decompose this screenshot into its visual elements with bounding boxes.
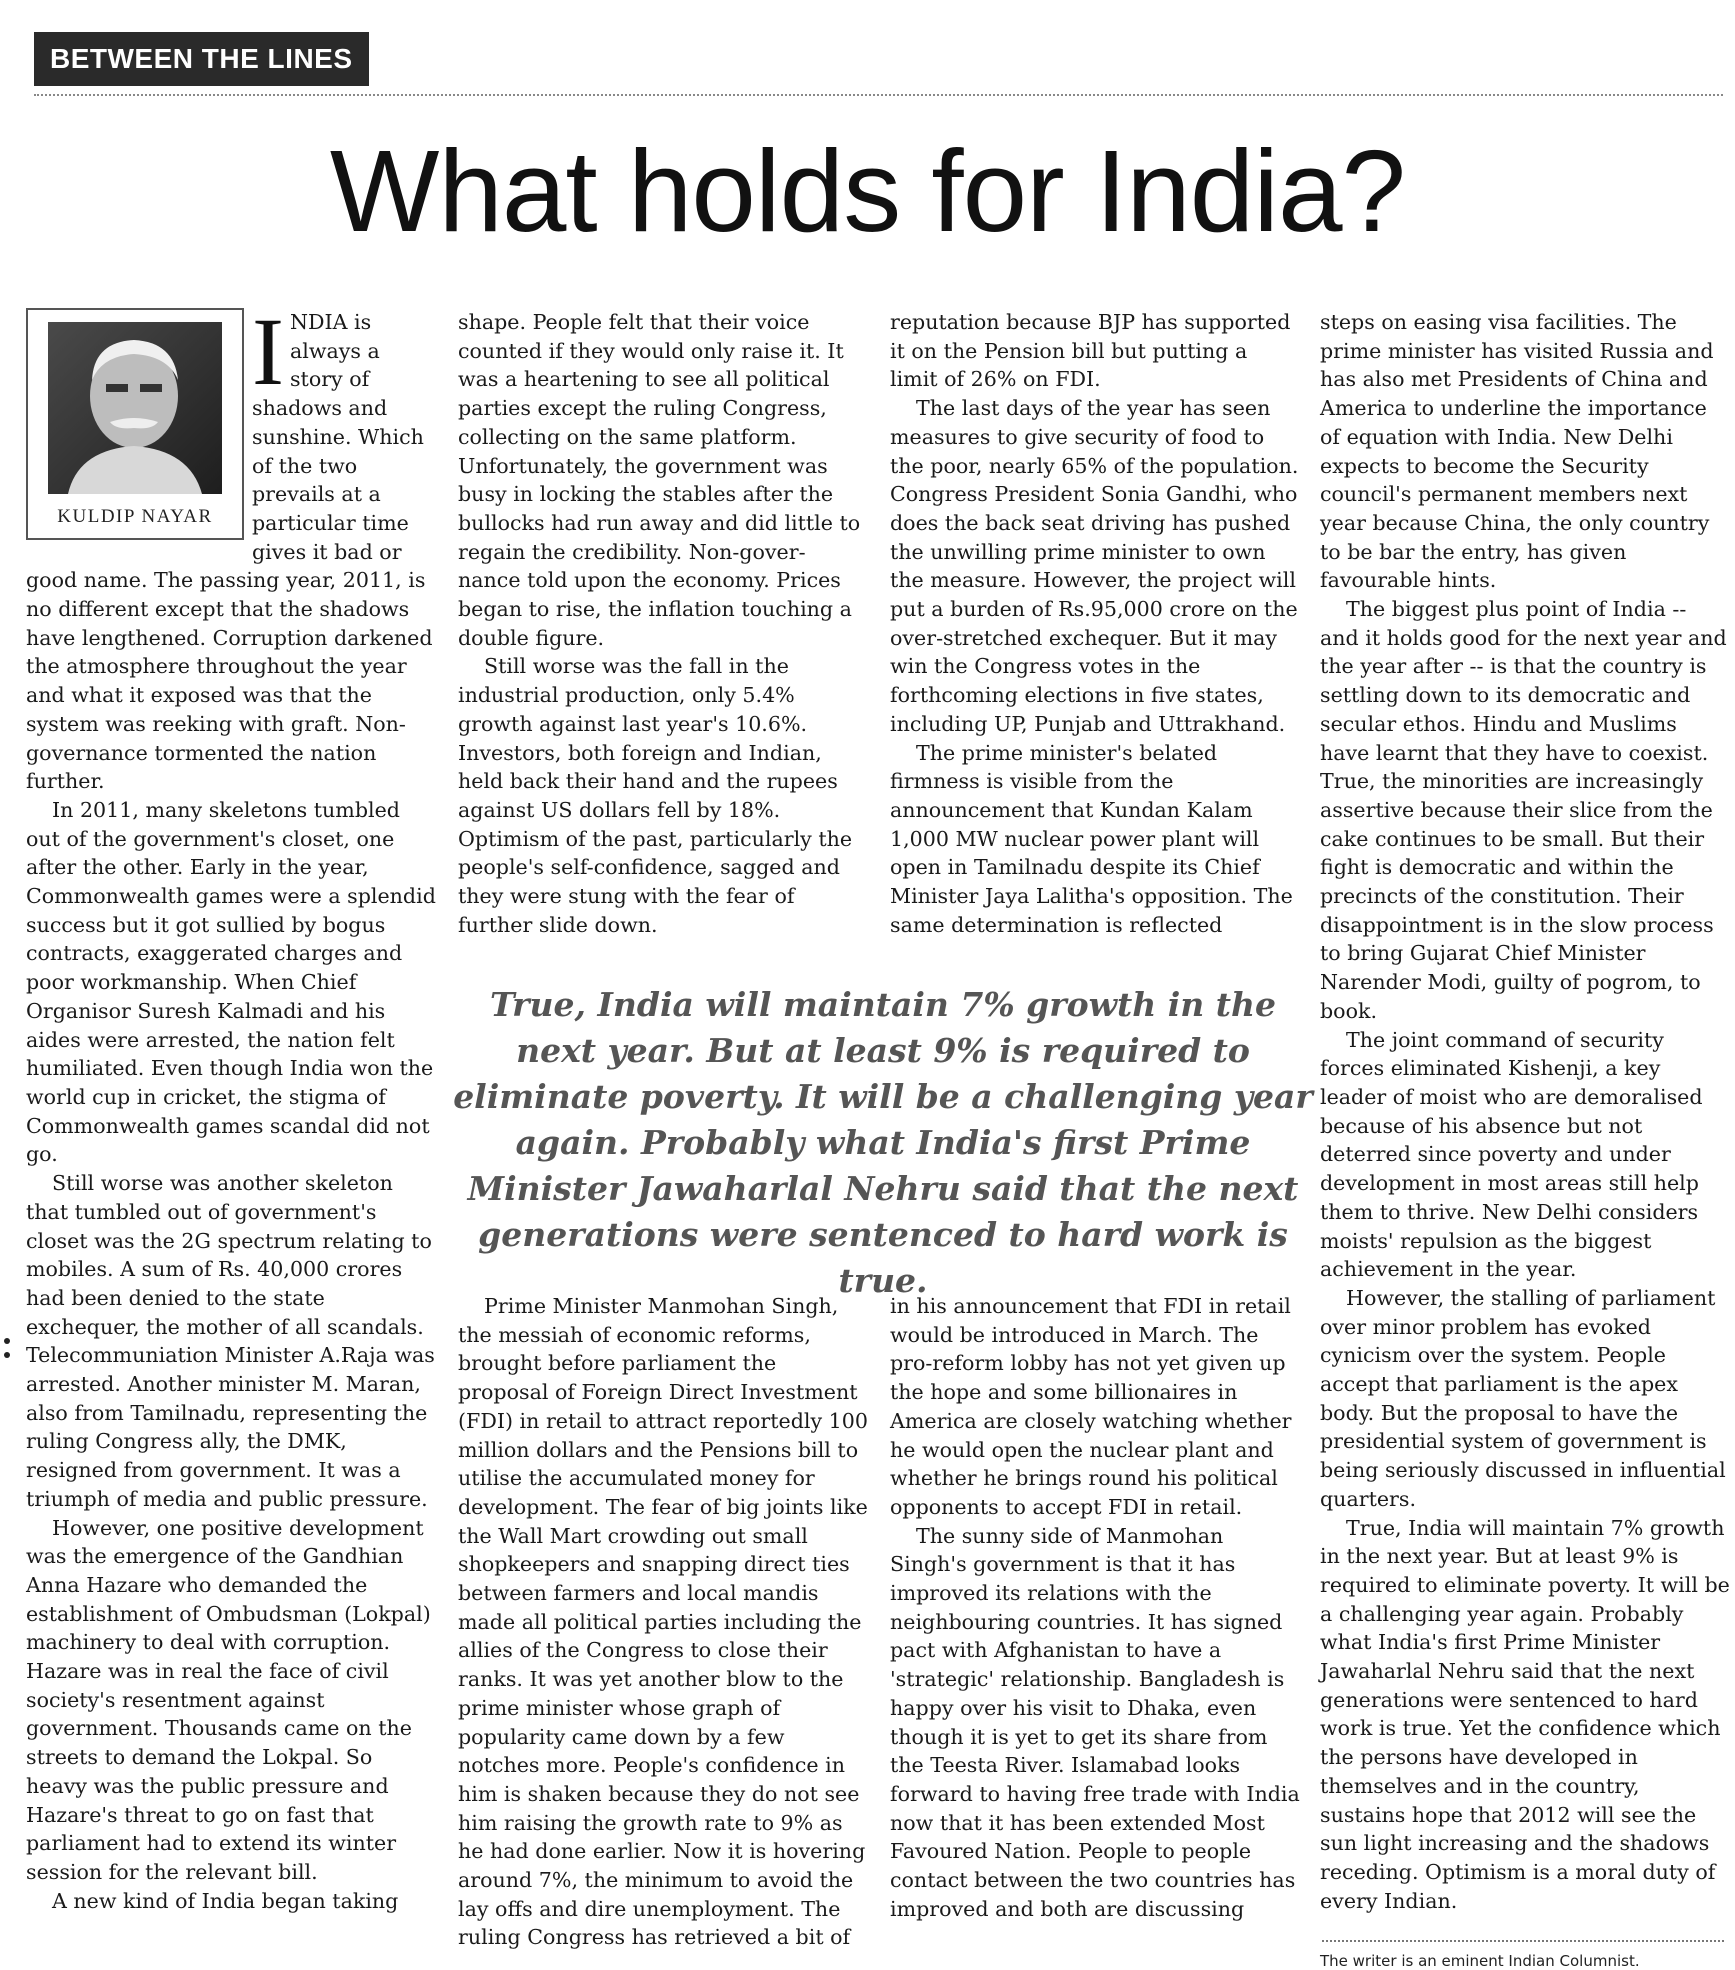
margin-dot xyxy=(4,1352,10,1358)
drop-cap: I xyxy=(252,298,284,405)
article-column-4 xyxy=(1320,308,1730,1915)
paragraph: The prime minister's belated firmness is visible from the announcement that Kundan Kalam 1,000 MW nuclear power plant will open in Tamilnadu despite its Chief Minister Jaya Lalitha's opposition. The same determination is reflected xyxy=(890,740,1293,937)
paragraph: The biggest plus point of India -- and it holds good for the next year and the year after -- is that the country is settling down to its democratic and secular ethos. Hindu and Muslims have learnt that they have to coexist. True, the minorities are increasingly assertive because their slice from the cake continues to be small. But their fight is democratic and within the precincts of the constitution. Their disappointment is in the slow process to bring Gujarat Chief Minister Narender Modi, guilty of pogrom, to book. xyxy=(1320,597,1727,1023)
paragraph: The joint command of security forces eliminated Kishenji, a key leader of moist who are demoralised because of his absence but not deterred since poverty and under development in most areas still help them to thrive. New Delhi considers moists' repulsion as the biggest achievement in the year. xyxy=(1320,1027,1703,1282)
header-rule xyxy=(34,94,1723,96)
paragraph: True, India will maintain 7% growth in the next year. But at least 9% is required to eliminate poverty. It will be a challenging year again. Probably what India's first Prime Minister Jawaharlal Nehru said that the next generations were sentenced to hard work is true. Yet the confidence which the persons have developed in themselves and in the country, sustains hope that 2012 will see the sun light increasing and the shadows receding. Optimism is a moral duty of every Indian. xyxy=(1320,1515,1730,1913)
author-footnote: The writer is an eminent Indian Columnist. xyxy=(1320,1952,1640,1970)
pull-quote: True, India will maintain 7% growth in the next year. But at least 9% is required to eliminate poverty. It will be a challenging year again. Probably what India's first Prime Minister Jawaharlal Nehru said that the next generations were sentenced to hard work is true. xyxy=(453,985,1313,1300)
headline: What holds for India? xyxy=(329,126,1406,256)
paragraph: However, one positive development was the emergence of the Gandhian Anna Hazare who demanded the establishment of Ombudsman (Lokpal) machinery to deal with corruption. Hazare was in real the face of civil society's resentment against government. Thousands came on the streets to demand the Lokpal. So heavy was the public pressure and Hazare's threat to go on fast that parliament had to extend its winter session for the relevant bill. xyxy=(26,1515,431,1884)
author-byline: KULDIP NAYAR xyxy=(57,506,213,528)
article-column-3-bottom xyxy=(890,1292,1300,1923)
paragraph: Prime Minister Manmohan Singh, the messiah of economic reforms, brought before parliament the proposal of Foreign Direct Investment (FDI) in retail to attract reportedly 100 million dollars and the Pensions bill to utilise the accumulated money for development. The fear of big joints like the Wall Mart crowding out small shopkeepers and snapping direct ties between farmers and local mandis made all political parties including the allies of the Congress to close their ranks. It was yet another blow to the prime minister whose graph of popularity came down by a few notches more. People's confidence in him is shaken because they do not see him raising the growth rate to 9% as he had done earlier. Now it is hovering around 7%, the minimum to avoid the lay offs and dire unemployment. The ruling Congress has retrieved a bit of xyxy=(458,1294,868,1950)
paragraph: A new kind of India began taking xyxy=(52,1888,399,1913)
author-photo xyxy=(26,308,244,540)
article-column-2-bottom xyxy=(458,1292,868,1952)
paragraph: in his announcement that FDI in retail would be introduced in March. The pro-reform lobby has not yet given up the hope and some billionaires in America are closely watching whether he would open the nuclear plant and whether he brings round his political opponents to accept FDI in retail. xyxy=(890,1294,1292,1519)
paragraph: The sunny side of Manmohan Singh's government is that it has improved its relations with the neighbouring countries. It has signed pact with Afghanistan to have a 'strategic' relationship. Bangladesh is happy over his visit to Dhaka, even though it is yet to get its share from the Teesta River. Islamabad looks forward to having free trade with India now that it has been extended Most Favoured Nation. People to people contact between the two countries has improved and both are discussing xyxy=(890,1523,1300,1921)
paragraph: shape. People felt that their voice counted if they would only raise it. It was a heartening to see all political parties except the ruling Congress, collecting on the same platform. Unfortunately, the government was busy in locking the stables after the bullocks had run away and did little to regain the credibility. Non-gover-nance told upon the economy. Prices began to rise, the inflation touching a double figure. xyxy=(458,310,861,650)
paragraph: The last days of the year has seen measures to give security of food to the poor, nearly 65% of the population. Congress President Sonia Gandhi, who does the back seat driving has pushed the unwilling prime minister to own the measure. However, the project will put a burden of Rs.95,000 crore on the over-stretched exchequer. But it may win the Congress votes in the forthcoming elections in five states, including UP, Punjab and Uttrakhand. xyxy=(890,396,1299,736)
article-column-1 xyxy=(26,298,436,1915)
paragraph: In 2011, many skeletons tumbled out of the government's closet, one after the other. Early in the year, Commonwealth games were a splendid success but it got sullied by bogus contracts, exaggerated charges and poor workmanship. When Chief Organisor Suresh Kalmadi and his aides were arrested, the nation felt humiliated. Even though India won the world cup in cricket, the stigma of Commonwealth games scandal did not go. xyxy=(26,797,436,1167)
section-tag: BETWEEN THE LINES xyxy=(34,32,369,86)
footnote-rule xyxy=(1322,1940,1724,1942)
article-column-3-top xyxy=(890,308,1300,939)
article-column-2-top xyxy=(458,308,868,939)
author-portrait-image xyxy=(48,322,222,494)
paragraph: NDIA is always a story of shadows and sunshine. Which of the two prevails at a particular time gives it bad or good name. The passing year, 2011, is no different except that the shadows have lengthened. Corruption darkened the atmosphere throughout the year and what it exposed was that the system was reeking with graft. Non-governance tormented the nation further. xyxy=(26,310,433,794)
paragraph: reputation because BJP has supported it on the Pension bill but putting a limit of 26% on FDI. xyxy=(890,310,1291,392)
paragraph: Still worse was the fall in the industrial production, only 5.4% growth against last year's 10.6%. Investors, both foreign and Indian, held back their hand and the rupees against US dollars fell by 18%. Optimism of the past, particularly the people's self-confidence, sagged and they were stung with the fear of further slide down. xyxy=(458,654,853,937)
paragraph: However, the stalling of parliament over minor problem has evoked cynicism over the system. People accept that parliament is the apex body. But the proposal to have the presidential system of government is being seriously discussed in influential quarters. xyxy=(1320,1285,1726,1511)
paragraph: Still worse was another skeleton that tumbled out of government's closet was the 2G spectrum relating to mobiles. A sum of Rs. 40,000 crores had been denied to the state exchequer, the mother of all scandals. Telecommuniation Minister A.Raja was arrested. Another minister M. Maran, also from Tamilnadu, representing the ruling Congress ally, the DMK, resigned from government. It was a triumph of media and public pressure. xyxy=(26,1171,435,1511)
margin-dot xyxy=(4,1338,10,1344)
paragraph: steps on easing visa facilities. The prime minister has visited Russia and has also met Presidents of China and America to underline the importance of equation with India. New Delhi expects to become the Security council's permanent members next year because China, the only country to be bar the entry, has given favourable hints. xyxy=(1320,310,1714,593)
